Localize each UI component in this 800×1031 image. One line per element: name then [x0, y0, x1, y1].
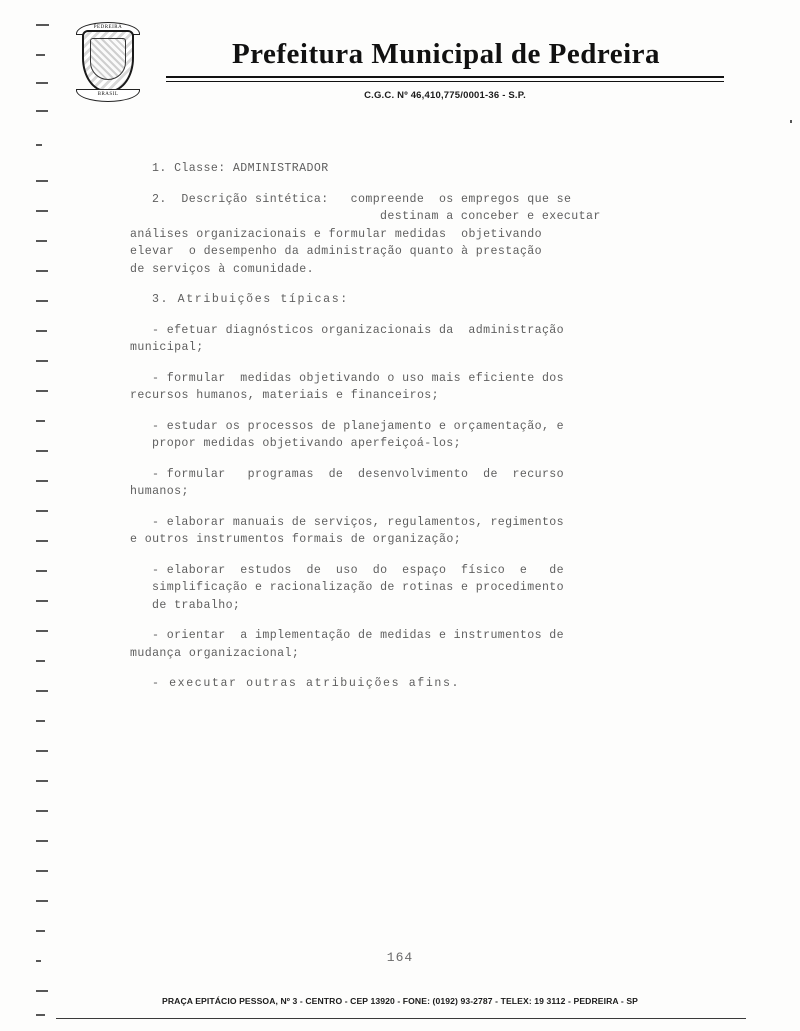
title-rule-thick	[166, 76, 724, 78]
section-2-line-3: análises organizacionais e formular medidas objetivando	[130, 227, 543, 241]
coat-of-arms-icon	[74, 22, 140, 104]
bullet-line: simplificação e racionalização de rotinas e procedimento	[152, 581, 565, 594]
section-2-line-1: 2. Descrição sintética: compreende os empregos que se	[152, 192, 572, 206]
bullet-item	[130, 370, 690, 405]
bullet-item	[130, 418, 690, 453]
cgc-number: C.G.C. Nº 46,410,775/0001-36 - S.P.	[364, 90, 526, 101]
bullet-line: - elaborar estudos de uso do espaço físico e de	[152, 563, 565, 577]
section-3	[130, 291, 690, 309]
bullet-line: municipal;	[130, 341, 204, 354]
bullet-item	[130, 322, 690, 357]
bullet-line: - efetuar diagnósticos organizacionais da administração	[152, 323, 565, 337]
page-number: 164	[386, 950, 414, 965]
bullet-line: recursos humanos, materiais e financeiros;	[130, 389, 440, 402]
bullet-item	[130, 675, 690, 693]
crest-shield	[82, 30, 134, 92]
bullet-item	[130, 562, 690, 615]
binding-margin-marks	[36, 14, 54, 1014]
section-1-text: 1. Classe: ADMINISTRADOR	[152, 162, 329, 175]
footer-rule	[56, 1018, 746, 1019]
bullet-line: propor medidas objetivando aperfeiçoá-los;	[152, 437, 462, 450]
footer-address: PRAÇA EPITÁCIO PESSOA, Nº 3 - CENTRO - CEP 13920 - FONE: (0192) 93-2787 - TELEX: 19 3112 - PEDREIRA - SP	[162, 996, 638, 1006]
bullet-line: - estudar os processos de planejamento e orçamentação, e	[152, 419, 565, 433]
section-2-line-4: elevar o desempenho da administração quanto à prestação	[130, 245, 543, 258]
section-2-line-5: de serviços à comunidade.	[130, 262, 314, 276]
crest-bottom-banner: BRASIL	[76, 89, 140, 102]
section-2	[130, 191, 690, 279]
bullet-line: - formular medidas objetivando o uso mais eficiente dos	[152, 371, 565, 385]
bullet-line: - formular programas de desenvolvimento de recurso	[152, 467, 565, 481]
bullet-item	[130, 514, 690, 549]
bullet-line: - elaborar manuais de serviços, regulamentos, regimentos	[152, 515, 565, 529]
bullet-line: mudança organizacional;	[130, 646, 300, 660]
scan-edge-mark	[790, 120, 792, 123]
bullet-item	[130, 627, 690, 662]
bullet-line: de trabalho;	[152, 598, 241, 612]
page-title: Prefeitura Municipal de Pedreira	[231, 38, 661, 70]
title-rule-thin	[166, 81, 724, 82]
section-1	[130, 160, 690, 178]
bullet-item	[130, 466, 690, 501]
document-body	[130, 160, 690, 706]
bullet-line: e outros instrumentos formais de organização;	[130, 533, 462, 546]
bullet-line: - executar outras atribuições afins.	[152, 677, 461, 690]
crest-top-banner: PEDREIRA	[76, 22, 140, 35]
section-3-heading: 3. Atribuições típicas:	[152, 293, 349, 306]
bullet-line: humanos;	[130, 485, 189, 498]
letterhead	[70, 18, 730, 110]
section-2-line-2: destinam a conceber e executar	[380, 210, 601, 223]
bullet-line: - orientar a implementação de medidas e instrumentos de	[152, 629, 565, 642]
